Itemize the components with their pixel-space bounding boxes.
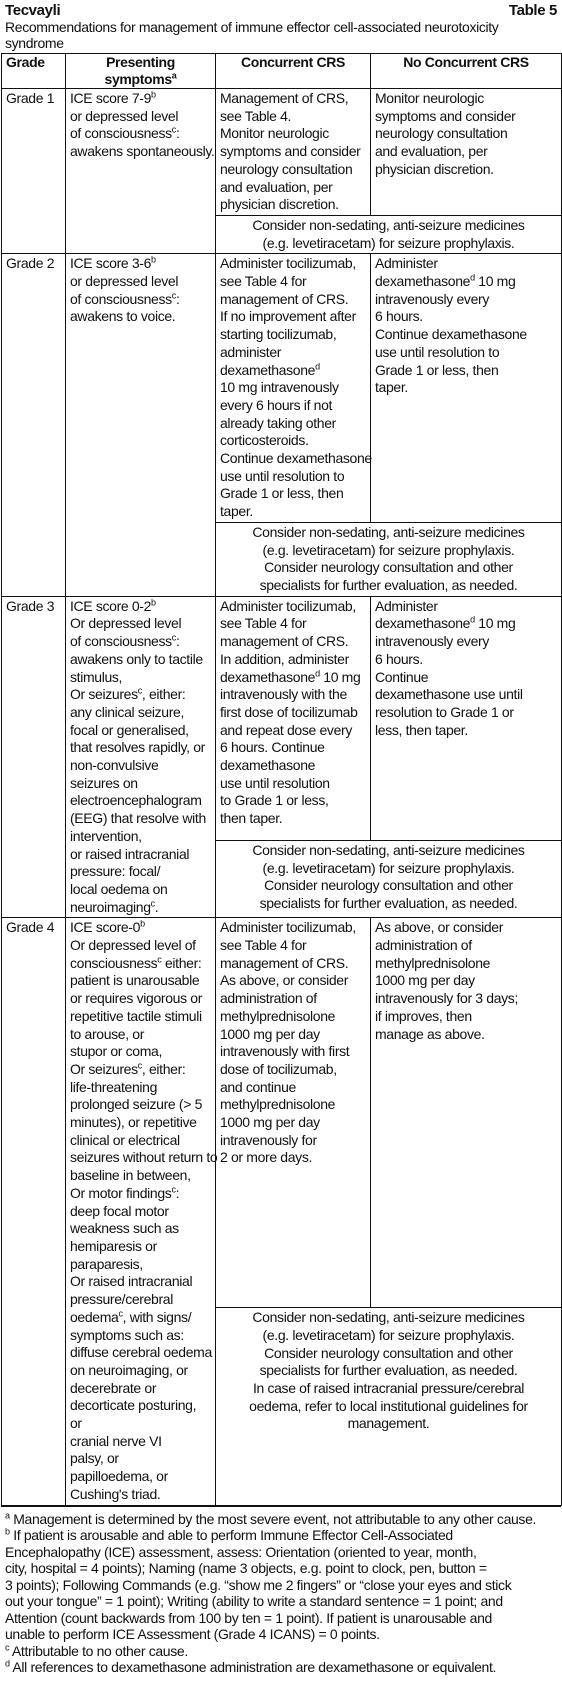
shared-recommendation-line: Consider neurology consultation and other — [264, 877, 513, 894]
footnote-line: city, hospital = 4 points); Naming (name 3 objects, e.g. point to clock, pen, button = — [5, 1560, 487, 1577]
concurrent-crs-line: and repeat dose every — [220, 721, 352, 738]
footnote-marker: d — [470, 272, 475, 283]
footnote-line: $^d$ All references to dexamethasone administration are dexamethasone or equivalent. — [5, 1658, 497, 1676]
symptom-line: of consciousness$^c$: — [70, 290, 180, 307]
symptom-line: life-threatening — [70, 1078, 158, 1095]
header-row — [2, 54, 562, 89]
footnote-line: $^a$ Management is determined by the most severe event, not attributable to any other cause. — [5, 1509, 537, 1527]
shared-recommendation-line: (e.g. levetiracetam) for seizure prophylaxis. — [262, 1326, 515, 1343]
symptom-line: of consciousness$^c$: — [70, 124, 180, 142]
footnote-marker: b — [5, 1526, 10, 1537]
shared-recommendation-line: (e.g. levetiracetam) for seizure prophylaxis. — [262, 859, 515, 876]
concurrent-crs-line: 1000 mg per day — [220, 1025, 320, 1042]
symptom-line: Or motor findings$^c$: — [70, 1184, 180, 1201]
concurrent-crs-cell — [216, 596, 371, 840]
shared-recommendation-line: (e.g. levetiracetam) for seizure prophylaxis. — [262, 234, 515, 251]
symptom-line: repetitive tactile stimuli — [70, 1007, 202, 1024]
concurrent-crs-line: methylprednisolone — [220, 1096, 336, 1113]
grade-cell: Grade 4 — [2, 918, 66, 1505]
presenting-symptoms-cell — [66, 918, 216, 1505]
symptom-line: papilloedema, or — [70, 1468, 168, 1485]
symptom-line: stimulus, — [70, 668, 123, 685]
product-name: Tecvayli — [5, 2, 61, 19]
symptom-line: ICE score 7-9$^b$ — [70, 89, 156, 106]
symptom-line: seizures on — [70, 774, 138, 791]
footnote — [5, 1527, 557, 1643]
symptom-line: electroencephalogram — [70, 792, 202, 809]
no-concurrent-crs-line: Continue dexamethasone — [375, 326, 527, 343]
no-concurrent-crs-line: 6 hours. — [375, 650, 423, 667]
concurrent-crs-line: dexamethasone — [220, 757, 316, 774]
footnote — [5, 1643, 557, 1660]
concurrent-crs-line: starting tocilizumab, — [220, 326, 337, 343]
footnote-line: Encephalopathy (ICE) assessment, assess: Orientation (oriented to year, month, — [5, 1543, 477, 1560]
symptom-line: of consciousness$^c$: — [70, 632, 180, 650]
symptom-line: diffuse cerebral oedema — [70, 1344, 212, 1361]
concurrent-crs-line: symptoms and consider — [220, 143, 361, 160]
shared-recommendation-cell — [216, 1308, 562, 1505]
no-concurrent-crs-line: less, then taper. — [375, 721, 468, 738]
symptom-line: consciousness$^c$ either: — [70, 954, 202, 971]
concurrent-crs-line: administer — [220, 343, 282, 360]
concurrent-crs-line: physician discretion. — [220, 196, 339, 213]
footnote-line: out your tongue” = 1 point); Writing (ability to write a standard sentence = 1 point; and — [5, 1593, 503, 1610]
footnote-marker: a — [5, 1509, 10, 1520]
footnote-marker: d — [315, 360, 320, 371]
symptom-line: symptoms such as: — [70, 1326, 184, 1343]
no-concurrent-crs-line: and evaluation, per — [375, 143, 488, 160]
no-concurrent-crs-line: dexamethasone$^d$ 10 mg — [375, 272, 516, 290]
concurrent-crs-line: see Table 4. — [220, 107, 292, 124]
symptom-line: Or depressed level — [70, 615, 182, 632]
footnote-marker: c — [137, 685, 142, 696]
shared-recommendation-line: specialists for further evaluation, as needed. — [259, 1362, 518, 1379]
symptom-line: stupor or coma, — [70, 1043, 163, 1060]
no-concurrent-crs-line: physician discretion. — [375, 160, 494, 177]
concurrent-crs-line: intravenously for — [220, 1131, 317, 1148]
presenting-symptoms-cell — [66, 596, 216, 918]
symptom-line: decerebrate or — [70, 1379, 157, 1396]
footnote-marker: c — [171, 290, 176, 301]
symptom-line: clinical or electrical — [70, 1131, 180, 1148]
document-page — [1, 0, 561, 1676]
no-concurrent-crs-line: Administer — [375, 255, 438, 272]
shared-recommendation-line: Consider neurology consultation and other — [264, 559, 513, 576]
concurrent-crs-line: and continue — [220, 1078, 296, 1095]
shared-recommendation-line: specialists for further evaluation, as needed. — [259, 895, 518, 912]
symptom-line: Or seizures$^c$, either: — [70, 1060, 186, 1077]
grade-3-row — [2, 596, 562, 840]
symptom-line: intervention, — [70, 827, 142, 844]
symptom-line: pressure: focal/ — [70, 863, 161, 880]
symptom-line: oedema$^c$, with signs/ — [70, 1308, 192, 1325]
symptom-line: awakens spontaneously. — [70, 143, 215, 160]
concurrent-crs-line: see Table 4 for — [220, 937, 307, 954]
symptom-line: paraparesis, — [70, 1255, 143, 1272]
no-concurrent-crs-line: Grade 1 or less, then — [375, 361, 499, 378]
shared-recommendation-line: Consider non-sedating, anti-seizure medicines — [252, 523, 525, 540]
concurrent-crs-line: Management of CRS, — [220, 90, 349, 106]
no-concurrent-crs-line: intravenously every — [375, 633, 489, 650]
footnote-marker: c — [171, 632, 176, 643]
shared-recommendation-cell — [216, 215, 562, 253]
concurrent-crs-cell — [216, 254, 371, 523]
grade-1-row — [2, 89, 562, 216]
presenting-symptoms-cell — [66, 254, 216, 596]
symptom-line: or depressed level — [70, 273, 179, 290]
footnote — [5, 1511, 557, 1528]
concurrent-crs-line: Monitor neurologic — [220, 125, 329, 142]
concurrent-crs-line: see Table 4 for — [220, 273, 307, 290]
table-header — [2, 54, 562, 89]
concurrent-crs-cell — [216, 89, 371, 216]
concurrent-crs-line: intravenously with first — [220, 1043, 350, 1060]
footnote-marker: c — [171, 1184, 176, 1195]
table-caption — [1, 19, 561, 53]
concurrent-crs-line: dexamethasone$^d$ — [220, 360, 320, 378]
symptom-line: weakness such as — [70, 1220, 179, 1237]
no-concurrent-crs-line: manage as above. — [375, 1025, 485, 1042]
table-body — [2, 89, 562, 1506]
concurrent-crs-line: In addition, administer — [220, 650, 349, 667]
table-number: Table 5 — [508, 2, 557, 19]
concurrent-crs-line: 10 mg intravenously — [220, 379, 339, 396]
concurrent-crs-line: use until resolution — [220, 774, 330, 791]
no-concurrent-crs-cell — [371, 254, 562, 523]
no-concurrent-crs-cell — [371, 596, 562, 840]
symptom-line: decorticate posturing, — [70, 1397, 197, 1414]
concurrent-crs-line: dose of tocilizumab, — [220, 1060, 337, 1077]
symptom-line: patient is unarousable — [70, 972, 200, 989]
footnote-marker: c — [171, 124, 176, 135]
footnote-marker: c — [5, 1641, 10, 1652]
concurrent-crs-line: and evaluation, per — [220, 178, 333, 195]
concurrent-crs-line: Administer tocilizumab, — [220, 597, 356, 614]
symptom-line: Or raised intracranial — [70, 1273, 193, 1290]
document-header — [1, 0, 561, 19]
no-concurrent-crs-line: 1000 mg per day — [375, 972, 475, 989]
footnote-line: $^b$ If patient is arousable and able to perform Immune Effector Cell-Associated — [5, 1526, 453, 1544]
symptom-line: hemiparesis or — [70, 1238, 157, 1254]
symptom-line: (EEG) that resolve with — [70, 810, 206, 827]
concurrent-crs-line: see Table 4 for — [220, 615, 307, 632]
footnote-marker: d — [470, 614, 475, 625]
footnote-line: Attention (count backwards from 100 by ten = 1 point). If patient is unarousable and — [5, 1609, 492, 1626]
footnote — [5, 1659, 557, 1676]
no-concurrent-crs-cell — [371, 918, 562, 1308]
symptom-line: baseline in between, — [70, 1167, 191, 1184]
concurrent-crs-line: management of CRS. — [220, 954, 349, 971]
footnote-marker: c — [137, 1060, 142, 1071]
concurrent-crs-line: use until resolution to — [220, 467, 345, 484]
grade-cell: Grade 3 — [2, 596, 66, 918]
symptom-line: ICE score-0$^b$ — [70, 918, 145, 936]
no-concurrent-crs-line: taper. — [375, 379, 408, 396]
footnote-line: $^c$ Attributable to no other cause. — [5, 1641, 188, 1659]
concurrent-crs-line: to Grade 1 or less, — [220, 792, 329, 809]
grade-2-row — [2, 254, 562, 523]
concurrent-crs-line: first dose of tocilizumab — [220, 703, 358, 720]
concurrent-crs-line: Administer tocilizumab, — [220, 255, 356, 272]
symptom-line: cranial nerve VI — [70, 1432, 162, 1449]
concurrent-crs-line: Administer tocilizumab, — [220, 919, 356, 936]
concurrent-crs-line: Continue dexamethasone — [220, 450, 372, 467]
presenting-symptoms-cell — [66, 89, 216, 254]
symptom-line: to arouse, or — [70, 1025, 145, 1042]
symptom-line: awakens only to tactile — [70, 650, 203, 667]
symptom-line: awakens to voice. — [70, 308, 176, 325]
footnote-marker: c — [118, 1308, 123, 1319]
symptom-line: ICE score 3-6$^b$ — [70, 254, 156, 272]
symptom-line: non-convulsive — [70, 757, 159, 774]
concurrent-crs-line: 6 hours. Continue — [220, 739, 325, 756]
shared-recommendation-cell — [216, 840, 562, 917]
concurrent-crs-line: intravenously with the — [220, 686, 347, 703]
footnote-marker: b — [151, 254, 156, 265]
concurrent-crs-line: dexamethasone$^d$ 10 mg — [220, 667, 361, 685]
no-concurrent-crs-line: administration of — [375, 937, 472, 954]
footnote-marker: b — [151, 597, 156, 608]
no-concurrent-crs-line: intravenously every — [375, 290, 489, 307]
concurrent-crs-line: If no improvement after — [220, 308, 356, 325]
symptom-line: Cushing's triad. — [70, 1485, 161, 1502]
grade-cell: Grade 1 — [2, 89, 66, 254]
concurrent-crs-line: methylprednisolone — [220, 1007, 336, 1024]
no-concurrent-crs-line: if improves, then — [375, 1007, 472, 1024]
no-concurrent-crs-line: methylprednisolone — [375, 954, 491, 971]
no-concurrent-crs-line: dexamethasone$^d$ 10 mg — [375, 614, 516, 632]
caption-line: syndrome — [5, 35, 64, 51]
footnote-marker: a — [171, 70, 177, 81]
symptom-line: seizures without return to — [70, 1149, 218, 1166]
no-concurrent-crs-line: As above, or consider — [375, 919, 504, 936]
concurrent-crs-line: As above, or consider — [220, 972, 349, 989]
footnote-marker: b — [140, 918, 145, 929]
footnote-line: unable to perform ICE Assessment (Grade 4 ICANS) = 0 points. — [5, 1626, 380, 1643]
grade-4-row — [2, 918, 562, 1308]
column-header-no-concurrent-crs: No Concurrent CRS — [371, 54, 562, 89]
concurrent-crs-line: 2 or more days. — [220, 1149, 313, 1166]
symptom-line: or depressed level — [70, 107, 179, 124]
footnote-marker: c — [150, 897, 155, 908]
symptom-line: minutes), or repetitive — [70, 1114, 197, 1131]
no-concurrent-crs-cell — [371, 89, 562, 216]
no-concurrent-crs-line: dexamethasone use until — [375, 686, 523, 703]
symptom-line: focal or generalised, — [70, 721, 189, 738]
concurrent-crs-line: corticosteroids. — [220, 432, 309, 449]
caption-line: Recommendations for management of immune effector cell-associated neurotoxicity — [5, 19, 499, 35]
concurrent-crs-line: every 6 hours if not — [220, 396, 333, 413]
concurrent-crs-line: neurology consultation — [220, 160, 353, 177]
shared-recommendation-line: oedema, refer to local institutional guidelines for — [249, 1397, 528, 1414]
concurrent-crs-line: 1000 mg per day — [220, 1114, 320, 1131]
symptom-line: deep focal motor — [70, 1202, 169, 1219]
shared-recommendation-line: specialists for further evaluation, as needed. — [259, 576, 518, 593]
footnote-marker: b — [151, 89, 156, 100]
concurrent-crs-line: taper. — [220, 503, 253, 520]
symptom-line: local oedema on — [70, 880, 168, 897]
shared-recommendation-line: management. — [347, 1415, 430, 1432]
shared-recommendation-line: Consider non-sedating, anti-seizure medicines — [252, 216, 525, 233]
concurrent-crs-cell — [216, 918, 371, 1308]
icans-management-table — [1, 53, 562, 1506]
no-concurrent-crs-line: 6 hours. — [375, 308, 423, 325]
shared-recommendation-line: (e.g. levetiracetam) for seizure prophylaxis. — [262, 541, 515, 558]
concurrent-crs-line: management of CRS. — [220, 290, 349, 307]
shared-recommendation-cell — [216, 522, 562, 596]
concurrent-crs-line: administration of — [220, 990, 317, 1007]
column-header-concurrent-crs: Concurrent CRS — [216, 54, 371, 89]
concurrent-crs-line: already taking other — [220, 414, 336, 431]
no-concurrent-crs-line: neurology consultation — [375, 125, 508, 142]
shared-recommendation-line: Consider non-sedating, anti-seizure medicines — [252, 1309, 525, 1326]
concurrent-crs-line: then taper. — [220, 810, 283, 827]
symptom-line: ICE score 0-2$^b$ — [70, 597, 156, 614]
shared-recommendation-line: Consider non-sedating, anti-seizure medicines — [252, 841, 525, 858]
no-concurrent-crs-line: symptoms and consider — [375, 107, 516, 124]
symptom-line: or raised intracranial — [70, 845, 190, 862]
shared-recommendation-line: Consider neurology consultation and other — [264, 1344, 513, 1361]
footnote-marker: d — [315, 667, 320, 678]
symptom-line: on neuroimaging, or — [70, 1361, 188, 1378]
column-header-presenting-symptoms: Presenting symptoms$^a$ — [66, 54, 216, 89]
symptom-line: Or seizures$^c$, either: — [70, 685, 186, 703]
concurrent-crs-line: management of CRS. — [220, 633, 349, 650]
symptom-line: neuroimaging$^c$. — [70, 897, 159, 915]
symptom-line: Or depressed level of — [70, 937, 196, 954]
no-concurrent-crs-line: Continue — [375, 668, 429, 685]
no-concurrent-crs-line: use until resolution to — [375, 343, 500, 360]
footnote-marker: d — [5, 1658, 10, 1669]
footnote-marker: c — [157, 954, 162, 965]
no-concurrent-crs-line: Monitor neurologic — [375, 90, 484, 106]
concurrent-crs-line: Grade 1 or less, then — [220, 485, 344, 502]
symptom-line: or requires vigorous or — [70, 990, 203, 1007]
symptom-line: any clinical seizure, — [70, 703, 185, 720]
no-concurrent-crs-line: Administer — [375, 597, 438, 614]
symptom-line: prolonged seizure (> 5 — [70, 1096, 202, 1113]
symptom-line: or — [70, 1415, 82, 1432]
symptom-line: that resolves rapidly, or — [70, 739, 205, 756]
symptom-line: palsy, or — [70, 1450, 119, 1467]
shared-recommendation-line: In case of raised intracranial pressure/cerebral — [252, 1380, 525, 1397]
no-concurrent-crs-line: resolution to Grade 1 or — [375, 703, 514, 720]
footnote-line: 3 points); Following Commands (e.g. “show me 2 fingers” or “close your eyes and stick — [5, 1576, 512, 1593]
column-header-grade: Grade — [2, 54, 66, 89]
symptom-line: pressure/cerebral — [70, 1291, 173, 1308]
footnotes — [1, 1506, 561, 1676]
grade-cell: Grade 2 — [2, 254, 66, 596]
no-concurrent-crs-line: intravenously for 3 days; — [375, 990, 518, 1007]
